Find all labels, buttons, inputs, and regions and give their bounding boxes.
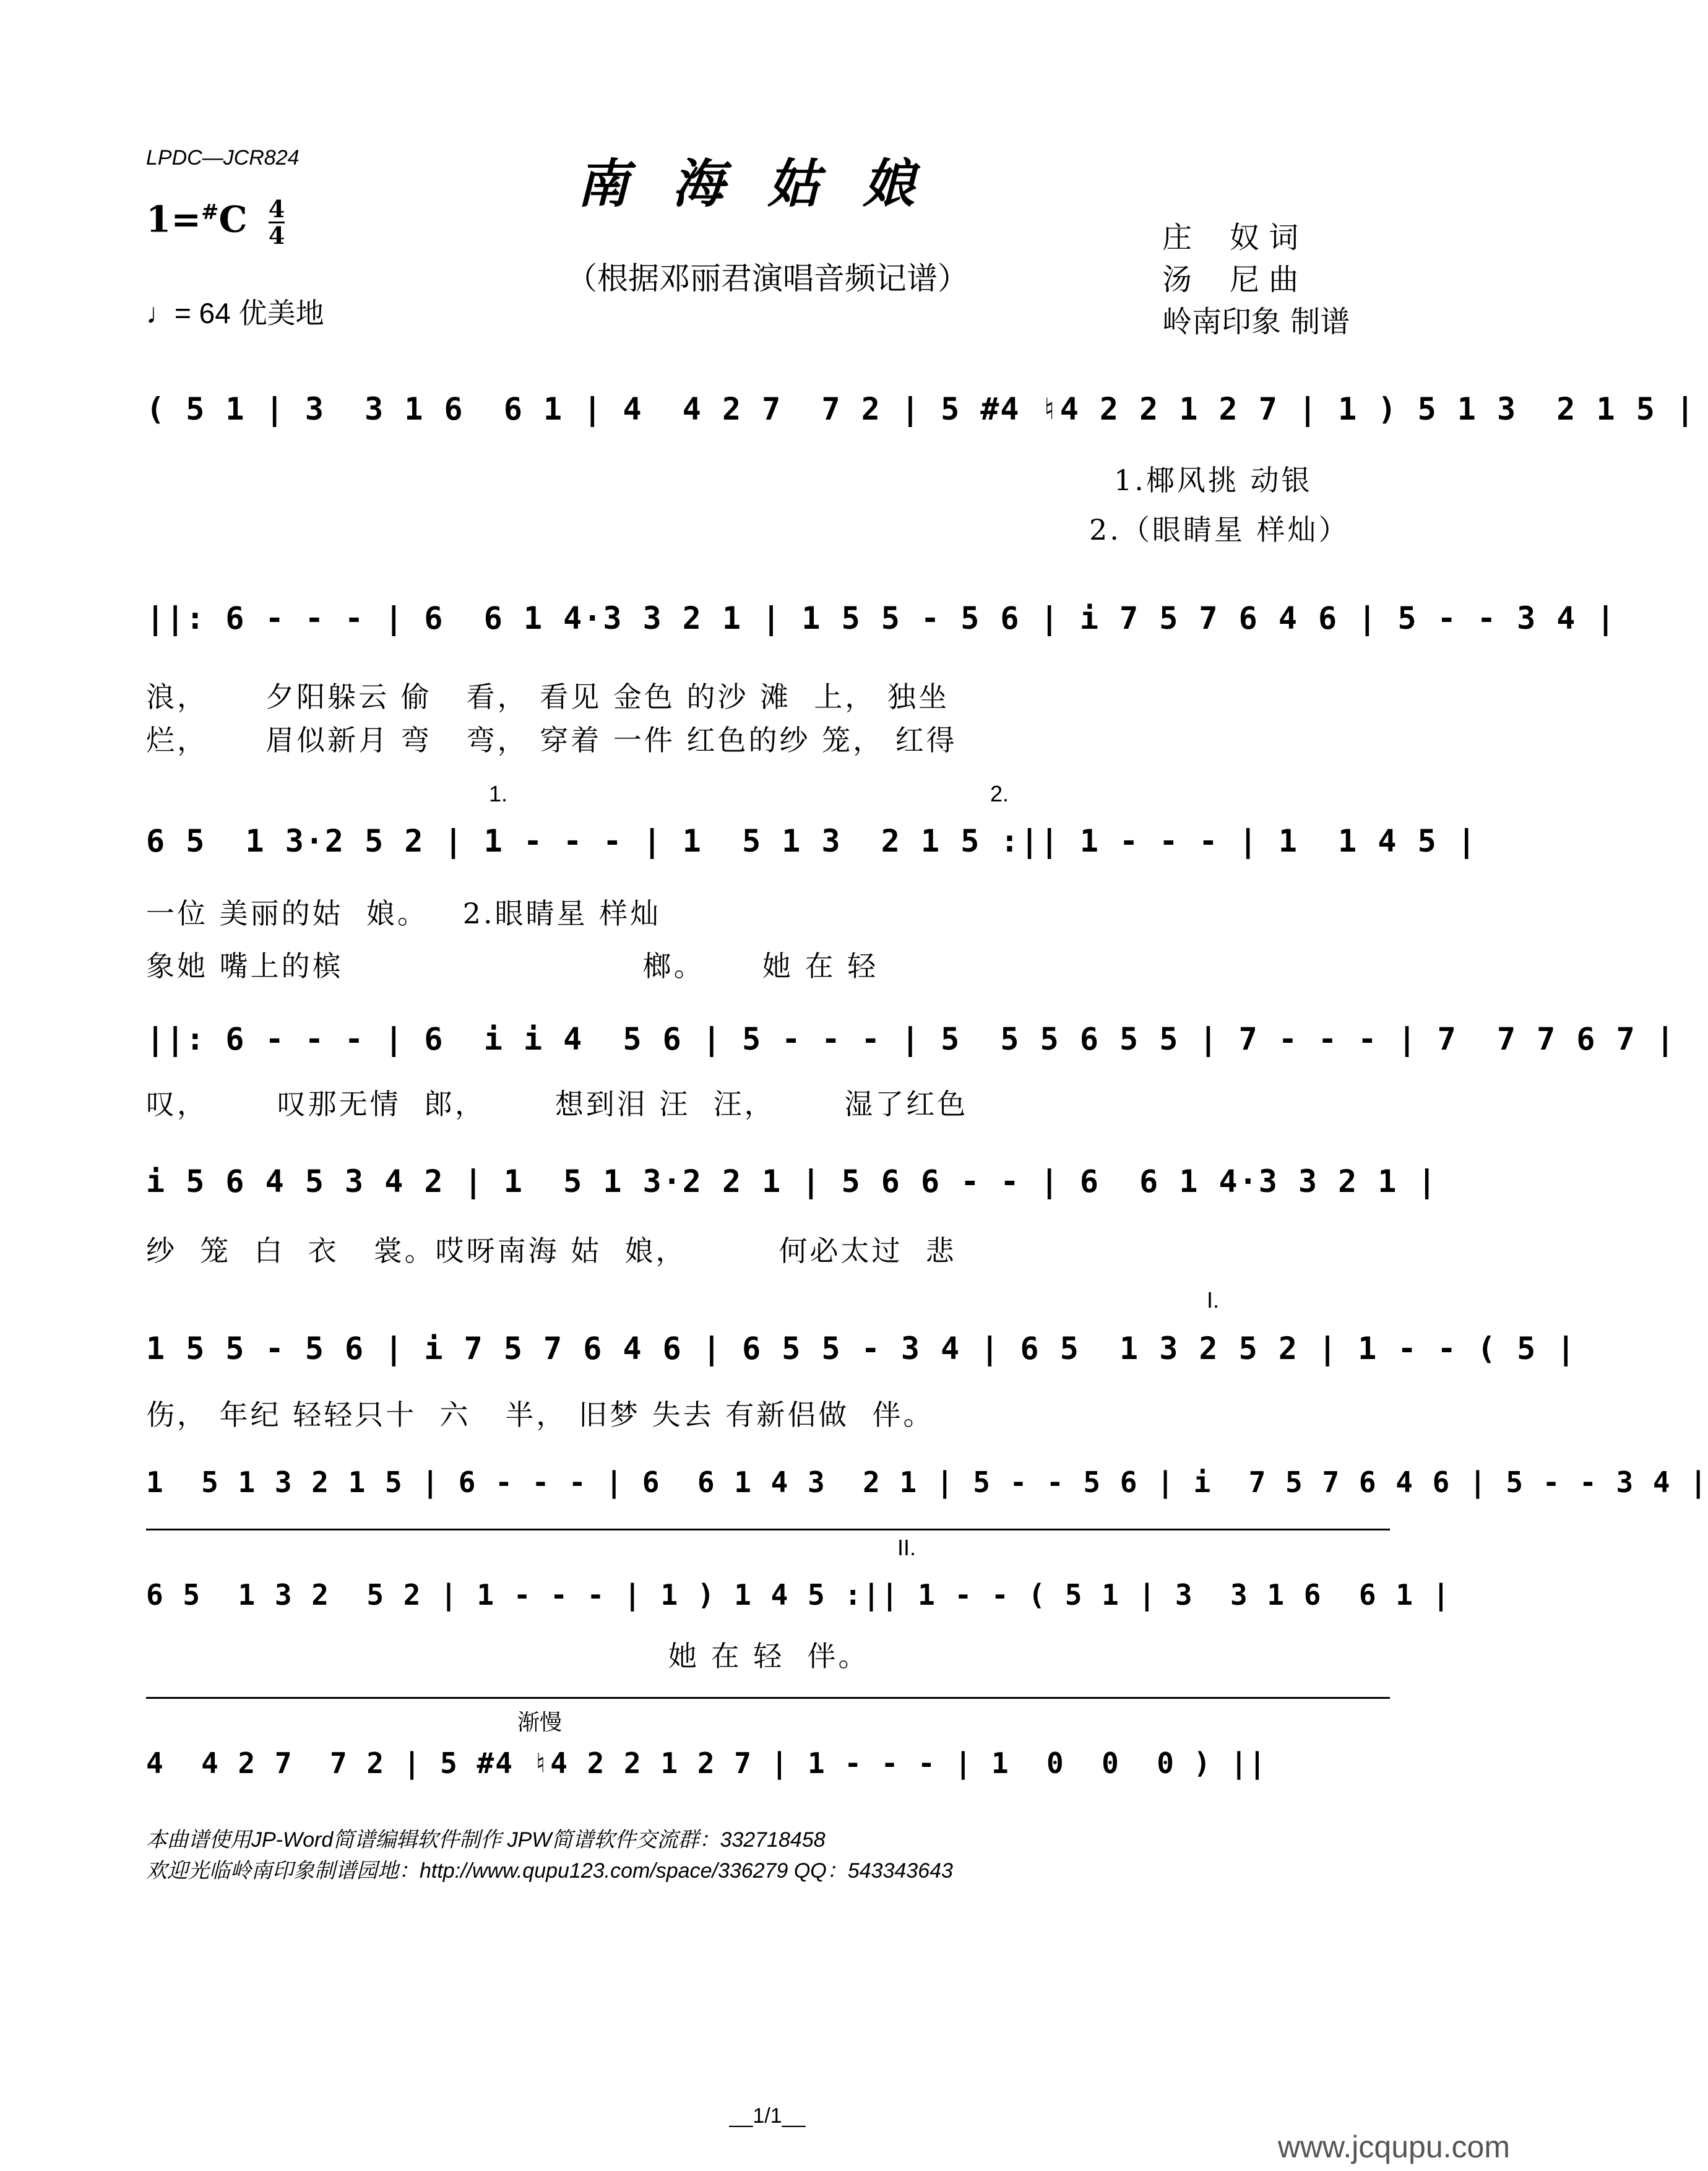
score-row-8: 6 5 1 3 2 5 2 | 1 - - - | 1 ) 1 4 5 :|| 1 - - ( 5 1 | 3 3 1 6 6 1 | <box>146 1578 1451 1612</box>
credits <box>1162 217 1350 343</box>
score-row-1: ( 5 1 | 3 3 1 6 6 1 | 4 4 2 7 7 2 | 5 #4 ♮4 2 2 1 2 7 | 1 ) 5 1 3 2 1 5 | <box>146 391 1696 427</box>
page-number: __1/1__ <box>729 2104 806 2128</box>
lyric-row-5: 纱 笼 白 衣 裳。哎呀南海 姑 娘， 何必太过 悲 <box>146 1234 957 1267</box>
song-title: 南海姑娘 <box>576 153 958 214</box>
footer-line-1: 本曲谱使用JP-Word简谱编辑软件制作 JPW简谱软件交流群：332718458 <box>146 1828 826 1852</box>
lyric-row-3a: 一位 美丽的姑 娘。 2.眼睛星 样灿 <box>146 897 662 930</box>
score-row-4: ||: 6 - - - | 6 i i 4 5 6 | 5 - - - | 5 5 5 6 5 5 | 7 - - - | 7 7 7 6 7 | <box>146 1021 1676 1057</box>
section-rule-2 <box>146 1697 1390 1699</box>
time-bottom: 4 <box>268 222 285 249</box>
score-row-2: ||: 6 - - - | 6 6 1 4·3 3 2 1 | 1 5 5 - 5 6 | i 7 5 7 6 4 6 | 5 - - 3 4 | <box>146 600 1616 636</box>
score-row-5: i 5 6 4 5 3 4 2 | 1 5 1 3·2 2 1 | 5 6 6 - - | 6 6 1 4·3 3 2 1 | <box>146 1163 1438 1199</box>
lyric-row-6: 伤， 年纪 轻轻只十 六 半， 旧梦 失去 有新侣做 伴。 <box>146 1398 934 1431</box>
site-watermark: www.jcqupu.com <box>1277 2130 1510 2164</box>
time-top: 4 <box>268 195 285 223</box>
score-code: LPDC—JCR824 <box>146 146 300 170</box>
credit-composer: 汤 尼 曲 <box>1162 262 1299 297</box>
lyric-row-1b: 2.（眼睛星 样灿） <box>1089 513 1350 546</box>
credit-transcriber: 岭南印象 制谱 <box>1162 304 1350 339</box>
tempo-marking: ♩= 64 优美地 <box>146 297 324 329</box>
key-sharp: # <box>201 200 219 225</box>
lyric-row-8: 她 在 轻 伴。 <box>668 1639 869 1673</box>
section-rule-1 <box>146 1529 1390 1530</box>
footer-line-2: 欢迎光临岭南印象制谱园地：http://www.qupu123.com/space/336279 QQ：543343643 <box>146 1859 953 1883</box>
volta-3-label: I. <box>1207 1287 1220 1313</box>
lyric-row-3b: 象她 嘴上的槟 榔。 她 在 轻 <box>146 949 879 983</box>
volta-2-label: 2. <box>990 781 1009 806</box>
time-signature <box>269 197 285 248</box>
lyric-row-2a: 浪， 夕阳躲云 偷 看， 看见 金色 的沙 滩 上， 独坐 <box>146 680 949 714</box>
song-subtitle: （根据邓丽君演唱音频记谱） <box>566 261 968 296</box>
lyric-row-1a: 1.椰风挑 动银 <box>1114 464 1313 497</box>
score-row-9: 4 4 2 7 7 2 | 5 #4 ♮4 2 2 1 2 7 | 1 - - - | 1 0 0 0 ) || <box>146 1746 1267 1780</box>
score-row-7: 1 5 1 3 2 1 5 | 6 - - - | 6 6 1 4 3 2 1 | 5 - - 5 6 | i 7 5 7 6 4 6 | 5 - - 3 4 | <box>146 1465 1708 1499</box>
key-letter: C <box>218 198 248 241</box>
lyric-row-4: 叹， 叹那无情 郎， 想到泪 汪 汪， 湿了红色 <box>146 1087 968 1121</box>
score-row-6: 1 5 5 - 5 6 | i 7 5 7 6 4 6 | 6 5 5 - 3 4 | 6 5 1 3 2 5 2 | 1 - - ( 5 | <box>146 1331 1577 1366</box>
score-row-3: 6 5 1 3·2 5 2 | 1 - - - | 1 5 1 3 2 1 5 :|| 1 - - - | 1 1 4 5 | <box>146 823 1477 859</box>
credit-lyricist: 庄 奴 词 <box>1162 220 1299 255</box>
volta-4-label: II. <box>897 1535 917 1560</box>
key-prefix: 1= <box>146 198 201 241</box>
volta-1-label: 1. <box>489 781 508 806</box>
ritardando-label: 渐慢 <box>517 1709 563 1735</box>
key-signature <box>146 197 285 248</box>
lyric-row-2b: 烂， 眉似新月 弯 弯， 穿着 一件 红色的纱 笼， 红得 <box>146 723 957 757</box>
